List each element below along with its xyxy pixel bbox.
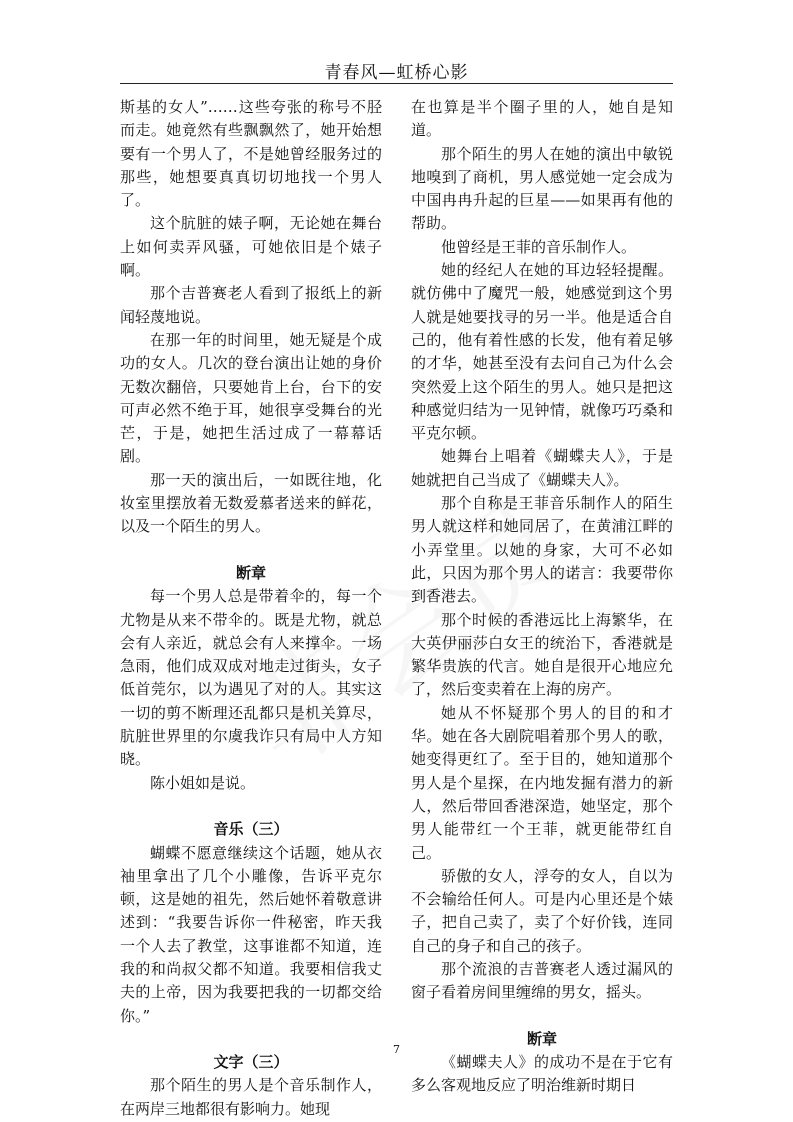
paragraph: 《蝴蝶夫人》的成功不是在于它有多么客观地反应了明治维新时期日 — [411, 1053, 673, 1095]
paragraph: 他曾经是王菲的音乐制作人。 — [441, 237, 637, 256]
paragraph: 那一天的演出后，一如既往地，化妆室里摆放着无数爱慕者送来的鲜花，以及一个陌生的男人。 — [120, 470, 382, 536]
paragraph: 陈小姐如是说。 — [150, 773, 256, 792]
section-heading: 音乐（三） — [213, 820, 289, 839]
paragraph: 她的经纪人在她的耳边轻轻提醒。就仿佛中了魔咒一般，她感觉到这个男人就是她要找寻的另一半。他是适合自己的，他有着性感的长发，他有着足够的才华，她甚至没有去问自己为什么会突然爱上这个陌生的男人。她只是把这种感觉归结为一见钟情，就像巧巧桑和平克尔顿。 — [411, 261, 673, 443]
paragraph: 那个时候的香港远比上海繁华，在大英伊丽莎白女王的统治下，香港就是繁华贵族的代言。她自是很开心地应允了，然后变卖着在上海的房产。 — [411, 610, 673, 699]
left-column — [120, 96, 382, 1121]
page-number: 7 — [393, 1043, 400, 1056]
paragraph: 在那一年的时间里，她无疑是个成功的女人。几次的登台演出让她的身价无数次翻倍，只要她肯上台，台下的安可声必然不绝于耳，她很享受舞台的光芒，于是，她把生活过成了一幕幕话剧。 — [120, 330, 382, 466]
paragraph: 那个自称是王菲音乐制作人的陌生男人就这样和她同居了，在黄浦江畔的小弄堂里。以她的身家，大可不必如此，只因为那个男人的诺言：我要带你到香港去。 — [411, 494, 673, 606]
section-heading: 断章 — [526, 1029, 557, 1048]
paragraph: 那个流浪的吉普赛老人透过漏风的窗子看着房间里缠绵的男女，摇头。 — [411, 959, 673, 1002]
section-heading: 文字（三） — [213, 1053, 289, 1072]
paragraph: 骄傲的女人，浮夸的女人，自以为不会输给任何人。可是内心里还是个婊子，把自己卖了，卖了个好价钱，连同自己的身子和自己的孩子。 — [411, 866, 673, 955]
paragraph: 斯基的女人”……这些夸张的称号不胫而走。她竟然有些飘飘然了，她开始想要有一个男人了，不是她曾经服务过的那些，她想要真真切切地找一个男人了。 — [120, 98, 382, 210]
paragraph: 在也算是半个圈子里的人，她自是知道。 — [411, 98, 673, 140]
paragraph: 那个陌生的男人在她的演出中敏锐地嗅到了商机，男人感觉她一定会成为中国冉冉升起的巨星——如果再有他的帮助。 — [411, 144, 673, 233]
section-heading: 断章 — [235, 563, 266, 582]
header-rule — [120, 83, 673, 84]
paragraph: 每一个男人总是带着伞的，每一个尤物是从来不带伞的。既是尤物，就总会有人亲近，就总会有人来撑伞。一场急雨，他们成双成对地走过街头，女子低首莞尔，以为遇见了对的人。其实这一切的剪不断理还乱都只是机关算尽，肮脏世界里的尔虞我诈只有局中人方知晓。 — [120, 587, 382, 769]
paragraph: 这个肮脏的婊子啊，无论她在舞台上如何卖弄风骚，可她依旧是个婊子啊。 — [120, 214, 382, 280]
right-column — [411, 96, 673, 1098]
paragraph: 蝴蝶不愿意继续这个话题，她从衣袖里拿出了几个小雕像，告诉平克尔顿，这是她的祖先，然后她怀着敬意讲述到：“我要告诉你一件秘密，昨天我一个人去了教堂，这事谁都不知道，连我的和尚叔父都不知道。我要相信我丈夫的上帝，因为我要把我的一切都交给你。” — [120, 843, 382, 1025]
paragraph: 她从不怀疑那个男人的目的和才华。她在各大剧院唱着那个男人的歌，她变得更红了。至于目的，她知道那个男人是个星探，在内地发掘有潜力的新人，然后带回香港深造，她坚定，那个男人能带红一个王菲，就更能带红自己。 — [411, 703, 673, 862]
paragraph: 那个吉普赛老人看到了报纸上的新闻轻蔑地说。 — [120, 284, 382, 326]
paragraph: 那个陌生的男人是个音乐制作人，在两岸三地都很有影响力。她现 — [120, 1076, 382, 1118]
paragraph: 她舞台上唱着《蝴蝶夫人》，于是她就把自己当成了《蝴蝶夫人》。 — [411, 447, 673, 489]
page-header-title: 青春风—虹桥心影 — [324, 63, 469, 83]
